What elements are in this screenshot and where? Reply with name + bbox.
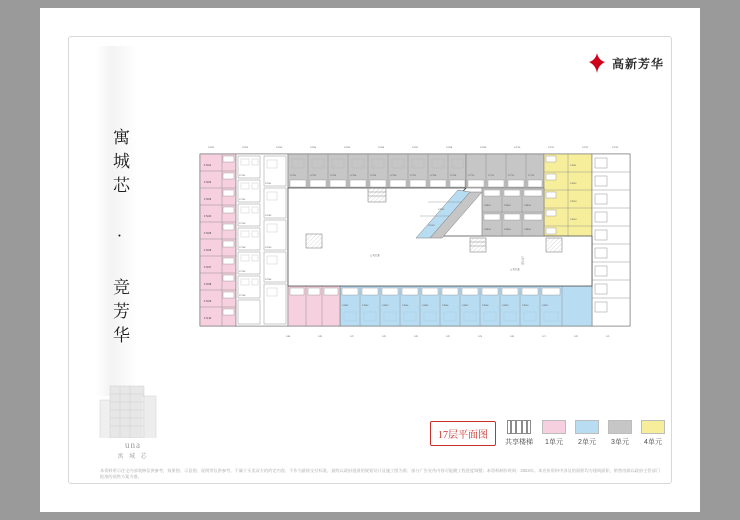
svg-text:17D02: 17D02 <box>428 225 435 227</box>
floorplan-svg <box>170 126 660 366</box>
building-outline <box>96 378 160 438</box>
top-dimension-labels <box>208 147 619 149</box>
svg-text:17T02: 17T02 <box>310 175 317 177</box>
svg-text:17L03: 17L03 <box>204 198 212 201</box>
svg-text:17E: 17E <box>414 336 418 338</box>
svg-text:17T07: 17T07 <box>410 175 417 177</box>
svg-text:17Z12: 17Z12 <box>582 147 589 149</box>
svg-text:17X01: 17X01 <box>265 183 272 185</box>
svg-text:17T04: 17T04 <box>350 175 357 177</box>
logo-script-text: una <box>125 440 141 450</box>
svg-text:17R01: 17R01 <box>570 165 577 167</box>
svg-text:17B02: 17B02 <box>362 305 369 307</box>
svg-text:17Y03: 17Y03 <box>239 223 246 225</box>
svg-text:17D01: 17D01 <box>438 209 445 211</box>
zone-bottom-left-pink <box>288 286 340 326</box>
svg-text:17R03: 17R03 <box>570 201 577 203</box>
legend-item-label: 共享楼梯 <box>505 439 533 446</box>
svg-text:17J: 17J <box>542 336 546 338</box>
stairs-icon <box>507 420 531 434</box>
svg-text:17B11: 17B11 <box>542 305 549 307</box>
svg-text:17M01: 17M01 <box>484 205 491 207</box>
svg-text:17X03: 17X03 <box>265 247 272 249</box>
svg-text:17Z01: 17Z01 <box>208 147 215 149</box>
legend-item-unit-2 <box>575 420 599 447</box>
svg-text:17K: 17K <box>574 336 578 338</box>
svg-text:17X02: 17X02 <box>265 215 272 217</box>
legend-item-label: 4单元 <box>644 439 662 446</box>
svg-text:17L07: 17L07 <box>204 266 212 269</box>
svg-text:17C: 17C <box>350 336 355 338</box>
svg-text:17Y05: 17Y05 <box>239 271 246 273</box>
svg-text:17Z02: 17Z02 <box>242 147 249 149</box>
legend-item-label: 1单元 <box>545 439 563 446</box>
poster-page <box>40 8 700 512</box>
svg-text:17B07: 17B07 <box>462 305 469 307</box>
svg-text:17L06: 17L06 <box>204 249 212 252</box>
svg-text:17M03: 17M03 <box>524 205 531 207</box>
svg-text:17Z04: 17Z04 <box>310 147 317 149</box>
svg-text:17B09: 17B09 <box>502 305 509 307</box>
svg-text:17Z05: 17Z05 <box>344 147 351 149</box>
color-swatch-unit-4 <box>641 420 665 434</box>
svg-text:17T11: 17T11 <box>488 175 495 177</box>
svg-text:17G: 17G <box>478 336 483 338</box>
svg-text:17T05: 17T05 <box>370 175 377 177</box>
zone-unit-2-bottom <box>340 286 592 326</box>
legend-title: 17层平面图 <box>430 421 496 446</box>
corridor-label: 公共走道 <box>370 254 380 257</box>
svg-text:17X04: 17X04 <box>265 279 272 281</box>
svg-text:17B04: 17B04 <box>402 305 409 307</box>
svg-text:17T06: 17T06 <box>390 175 397 177</box>
svg-text:17T12: 17T12 <box>508 175 515 177</box>
zone-unit-3-top <box>288 154 466 188</box>
brand-logo <box>587 52 664 74</box>
building-logo-script <box>88 440 178 460</box>
legend-item-stairs <box>505 420 533 447</box>
svg-text:公共走道: 公共走道 <box>521 256 523 265</box>
bottom-dimension-labels <box>286 335 610 338</box>
svg-text:17B01: 17B01 <box>342 305 349 307</box>
svg-text:17L05: 17L05 <box>204 232 212 235</box>
svg-text:17B: 17B <box>318 336 322 338</box>
legend-item-unit-3 <box>608 420 632 447</box>
zone-top-right-grey <box>466 154 544 188</box>
svg-text:17R04: 17R04 <box>570 219 577 221</box>
svg-text:17A: 17A <box>286 336 290 338</box>
svg-text:17B10: 17B10 <box>522 305 529 307</box>
floorplan <box>170 126 660 366</box>
flower-petal-icon <box>587 52 607 74</box>
disclaimer-footnote: 本资料所示住宅内部装修仅供参考，效果图、示意图、说明等仅供参考，不属于买卖双方的约定内容，不作为最终交付标准，最终以政府批准的规划设计及施工图为准；部分广告宣传内容可能随工程进度调整；本资料制作时间：2024年。本宣传资料中涉及的面积均为建筑面积，销售房源以政府主管部门批准的预售方案为准。 <box>100 468 660 480</box>
color-swatch-unit-3 <box>608 420 632 434</box>
svg-text:17Z13: 17Z13 <box>612 147 619 149</box>
legend <box>430 420 665 447</box>
svg-text:17H: 17H <box>510 336 515 338</box>
svg-text:17Y01: 17Y01 <box>239 175 246 177</box>
svg-text:17L01: 17L01 <box>204 164 212 167</box>
zone-unit-1-left <box>200 154 236 326</box>
svg-text:17B03: 17B03 <box>382 305 389 307</box>
corridor-label-2: 公共走道 <box>510 268 520 271</box>
svg-text:17T08: 17T08 <box>430 175 437 177</box>
logo-script-sub: 寓 城 芯 <box>117 454 149 460</box>
svg-text:17Z09: 17Z09 <box>480 147 487 149</box>
svg-text:17B05: 17B05 <box>422 305 429 307</box>
svg-text:17L10: 17L10 <box>204 317 212 320</box>
svg-text:17T09: 17T09 <box>450 175 457 177</box>
svg-text:17Y06: 17Y06 <box>239 295 246 297</box>
legend-item-unit-4 <box>641 420 665 447</box>
svg-text:17Z06: 17Z06 <box>378 147 385 149</box>
svg-text:17Y04: 17Y04 <box>239 247 246 249</box>
svg-text:17T01: 17T01 <box>290 175 297 177</box>
svg-text:17B08: 17B08 <box>482 305 489 307</box>
legend-item-unit-1 <box>542 420 566 447</box>
svg-text:17Z03: 17Z03 <box>276 147 283 149</box>
svg-text:17M04: 17M04 <box>484 229 491 231</box>
svg-text:17L08: 17L08 <box>204 283 212 286</box>
svg-text:17T03: 17T03 <box>330 175 337 177</box>
svg-text:17Y02: 17Y02 <box>239 199 246 201</box>
svg-text:17D: 17D <box>382 336 387 338</box>
svg-text:17T13: 17T13 <box>528 175 535 177</box>
svg-text:17M05: 17M05 <box>504 229 511 231</box>
svg-text:17L02: 17L02 <box>204 181 212 184</box>
brand-name: 高新芳华 <box>611 56 664 71</box>
svg-text:17B06: 17B06 <box>442 305 449 307</box>
svg-text:17Z08: 17Z08 <box>446 147 453 149</box>
color-swatch-unit-2 <box>575 420 599 434</box>
zone-right-outer-strip <box>592 154 630 326</box>
zone-mid-cluster <box>482 188 544 236</box>
zone-left-inner-core <box>236 154 288 326</box>
legend-item-label: 2单元 <box>578 439 596 446</box>
svg-text:17L: 17L <box>606 336 610 338</box>
svg-text:17L09: 17L09 <box>204 300 212 303</box>
svg-text:17F: 17F <box>446 336 450 338</box>
svg-text:17R02: 17R02 <box>570 183 577 185</box>
svg-text:17L04: 17L04 <box>204 215 212 218</box>
svg-text:17M06: 17M06 <box>524 229 531 231</box>
vertical-title: 寓城芯 · 竞芳华 <box>110 128 129 350</box>
building-illustration <box>96 378 160 438</box>
svg-text:17T10: 17T10 <box>468 175 475 177</box>
color-swatch-unit-1 <box>542 420 566 434</box>
svg-text:17M02: 17M02 <box>504 205 511 207</box>
svg-text:17Z10: 17Z10 <box>514 147 521 149</box>
svg-text:17Z11: 17Z11 <box>548 147 555 149</box>
svg-text:17Z07: 17Z07 <box>412 147 419 149</box>
legend-item-label: 3单元 <box>611 439 629 446</box>
